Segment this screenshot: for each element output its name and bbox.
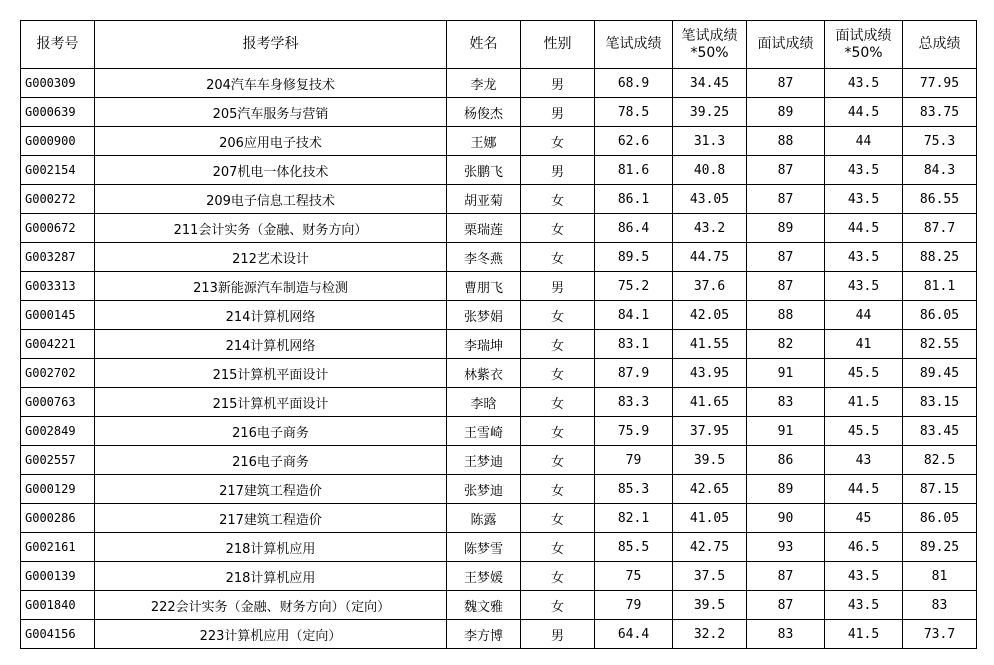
cell-written: 62.6 [595, 127, 673, 156]
cell-interview: 91 [747, 359, 825, 388]
cell-id: G000763 [21, 388, 95, 417]
cell-interview: 87 [747, 69, 825, 98]
cell-interview: 87 [747, 272, 825, 301]
cell-subject: 217建筑工程造价 [95, 504, 447, 533]
cell-id: G003313 [21, 272, 95, 301]
cell-written: 82.1 [595, 504, 673, 533]
cell-name: 魏文雅 [447, 591, 521, 620]
cell-written-50: 43.05 [673, 185, 747, 214]
cell-subject: 218计算机应用 [95, 533, 447, 562]
cell-subject: 205汽车服务与营销 [95, 98, 447, 127]
cell-interview: 87 [747, 156, 825, 185]
cell-subject: 206应用电子技术 [95, 127, 447, 156]
cell-total: 86.55 [903, 185, 977, 214]
cell-written-50: 42.05 [673, 301, 747, 330]
header-total: 总成绩 [903, 21, 977, 69]
cell-total: 77.95 [903, 69, 977, 98]
cell-gender: 女 [521, 301, 595, 330]
cell-name: 李晗 [447, 388, 521, 417]
cell-gender: 女 [521, 504, 595, 533]
cell-written: 75 [595, 562, 673, 591]
table-row [21, 127, 977, 156]
cell-interview: 89 [747, 98, 825, 127]
cell-subject: 215计算机平面设计 [95, 388, 447, 417]
table-row [21, 214, 977, 243]
cell-written-50: 42.65 [673, 475, 747, 504]
cell-total: 75.3 [903, 127, 977, 156]
cell-subject: 213新能源汽车制造与检测 [95, 272, 447, 301]
cell-written-50: 37.5 [673, 562, 747, 591]
cell-subject: 204汽车车身修复技术 [95, 69, 447, 98]
cell-gender: 女 [521, 185, 595, 214]
cell-written-50: 41.05 [673, 504, 747, 533]
header-interview-50-line2: *50% [844, 44, 883, 61]
cell-subject: 217建筑工程造价 [95, 475, 447, 504]
cell-id: G000900 [21, 127, 95, 156]
cell-interview: 87 [747, 562, 825, 591]
cell-subject: 207机电一体化技术 [95, 156, 447, 185]
cell-name: 张梦迪 [447, 475, 521, 504]
cell-interview-50: 44.5 [825, 214, 903, 243]
cell-name: 张梦娟 [447, 301, 521, 330]
table-body [21, 69, 977, 649]
cell-written: 68.9 [595, 69, 673, 98]
cell-id: G002161 [21, 533, 95, 562]
cell-gender: 男 [521, 156, 595, 185]
cell-gender: 女 [521, 214, 595, 243]
table-row [21, 475, 977, 504]
cell-gender: 女 [521, 591, 595, 620]
cell-gender: 男 [521, 98, 595, 127]
cell-gender: 女 [521, 127, 595, 156]
cell-gender: 男 [521, 272, 595, 301]
table-row [21, 301, 977, 330]
cell-subject: 209电子信息工程技术 [95, 185, 447, 214]
cell-name: 陈梦雪 [447, 533, 521, 562]
cell-total: 86.05 [903, 301, 977, 330]
cell-interview: 89 [747, 214, 825, 243]
cell-total: 81 [903, 562, 977, 591]
header-written-50-line1: 笔试成绩 [681, 27, 738, 44]
cell-interview: 93 [747, 533, 825, 562]
cell-name: 王雪崎 [447, 417, 521, 446]
cell-total: 88.25 [903, 243, 977, 272]
cell-written-50: 40.8 [673, 156, 747, 185]
table-row [21, 446, 977, 475]
cell-subject: 214计算机网络 [95, 301, 447, 330]
cell-subject: 222会计实务（金融、财务方向）（定向） [95, 591, 447, 620]
cell-gender: 女 [521, 533, 595, 562]
table-row [21, 243, 977, 272]
header-interview-50-line1: 面试成绩 [835, 27, 892, 44]
cell-gender: 男 [521, 69, 595, 98]
cell-id: G000272 [21, 185, 95, 214]
cell-written-50: 41.65 [673, 388, 747, 417]
cell-total: 73.7 [903, 620, 977, 649]
table-row [21, 417, 977, 446]
cell-gender: 女 [521, 359, 595, 388]
table-row [21, 504, 977, 533]
header-interview-50 [825, 21, 903, 69]
cell-id: G004221 [21, 330, 95, 359]
header-id: 报考号 [21, 21, 95, 69]
cell-name: 陈露 [447, 504, 521, 533]
score-table [20, 20, 977, 649]
cell-written: 87.9 [595, 359, 673, 388]
cell-written-50: 31.3 [673, 127, 747, 156]
cell-interview-50: 41.5 [825, 620, 903, 649]
cell-total: 82.55 [903, 330, 977, 359]
cell-interview: 87 [747, 243, 825, 272]
table-row [21, 591, 977, 620]
cell-written: 64.4 [595, 620, 673, 649]
cell-total: 87.7 [903, 214, 977, 243]
cell-subject: 211会计实务（金融、财务方向） [95, 214, 447, 243]
cell-total: 83.15 [903, 388, 977, 417]
cell-total: 83.75 [903, 98, 977, 127]
cell-name: 杨俊杰 [447, 98, 521, 127]
cell-id: G003287 [21, 243, 95, 272]
cell-interview-50: 44 [825, 301, 903, 330]
cell-name: 王梦迪 [447, 446, 521, 475]
cell-total: 82.5 [903, 446, 977, 475]
cell-name: 李瑞坤 [447, 330, 521, 359]
cell-name: 李龙 [447, 69, 521, 98]
cell-written: 79 [595, 446, 673, 475]
cell-interview: 86 [747, 446, 825, 475]
header-subject: 报考学科 [95, 21, 447, 69]
cell-written: 89.5 [595, 243, 673, 272]
header-written: 笔试成绩 [595, 21, 673, 69]
cell-interview-50: 45 [825, 504, 903, 533]
cell-interview-50: 46.5 [825, 533, 903, 562]
cell-interview-50: 45.5 [825, 359, 903, 388]
cell-id: G002702 [21, 359, 95, 388]
cell-interview-50: 41.5 [825, 388, 903, 417]
table-row [21, 272, 977, 301]
cell-written-50: 42.75 [673, 533, 747, 562]
cell-name: 王娜 [447, 127, 521, 156]
cell-id: G000139 [21, 562, 95, 591]
header-written-50 [673, 21, 747, 69]
cell-id: G000672 [21, 214, 95, 243]
table-row [21, 69, 977, 98]
cell-name: 李方博 [447, 620, 521, 649]
cell-interview: 91 [747, 417, 825, 446]
cell-id: G000129 [21, 475, 95, 504]
cell-subject: 218计算机应用 [95, 562, 447, 591]
table-row [21, 156, 977, 185]
cell-gender: 女 [521, 562, 595, 591]
cell-interview: 83 [747, 388, 825, 417]
cell-interview-50: 43.5 [825, 69, 903, 98]
cell-subject: 216电子商务 [95, 446, 447, 475]
cell-interview: 83 [747, 620, 825, 649]
cell-subject: 216电子商务 [95, 417, 447, 446]
cell-id: G001840 [21, 591, 95, 620]
header-gender: 性别 [521, 21, 595, 69]
cell-interview-50: 43.5 [825, 591, 903, 620]
cell-written: 75.2 [595, 272, 673, 301]
cell-written-50: 43.95 [673, 359, 747, 388]
cell-written-50: 34.45 [673, 69, 747, 98]
cell-interview-50: 44.5 [825, 98, 903, 127]
cell-interview: 82 [747, 330, 825, 359]
cell-written: 84.1 [595, 301, 673, 330]
cell-written: 83.3 [595, 388, 673, 417]
cell-written: 85.3 [595, 475, 673, 504]
cell-gender: 女 [521, 417, 595, 446]
cell-subject: 212艺术设计 [95, 243, 447, 272]
cell-interview: 88 [747, 127, 825, 156]
table-row [21, 533, 977, 562]
cell-gender: 女 [521, 330, 595, 359]
table-row [21, 98, 977, 127]
cell-interview-50: 43 [825, 446, 903, 475]
cell-subject: 214计算机网络 [95, 330, 447, 359]
cell-total: 83 [903, 591, 977, 620]
cell-id: G004156 [21, 620, 95, 649]
cell-name: 栗瑞莲 [447, 214, 521, 243]
cell-total: 83.45 [903, 417, 977, 446]
header-row [21, 21, 977, 69]
cell-interview-50: 43.5 [825, 562, 903, 591]
cell-written-50: 37.95 [673, 417, 747, 446]
cell-name: 林紫衣 [447, 359, 521, 388]
cell-interview-50: 43.5 [825, 185, 903, 214]
cell-gender: 女 [521, 446, 595, 475]
cell-written: 86.4 [595, 214, 673, 243]
cell-name: 张鹏飞 [447, 156, 521, 185]
cell-interview-50: 43.5 [825, 243, 903, 272]
cell-written: 85.5 [595, 533, 673, 562]
cell-id: G000309 [21, 69, 95, 98]
cell-written-50: 44.75 [673, 243, 747, 272]
cell-interview-50: 45.5 [825, 417, 903, 446]
cell-written-50: 37.6 [673, 272, 747, 301]
table-row [21, 620, 977, 649]
cell-written-50: 41.55 [673, 330, 747, 359]
cell-written-50: 39.5 [673, 591, 747, 620]
table-row [21, 359, 977, 388]
cell-written: 78.5 [595, 98, 673, 127]
cell-id: G000145 [21, 301, 95, 330]
cell-interview: 87 [747, 185, 825, 214]
cell-total: 84.3 [903, 156, 977, 185]
cell-written-50: 32.2 [673, 620, 747, 649]
cell-interview: 89 [747, 475, 825, 504]
cell-name: 胡亚菊 [447, 185, 521, 214]
cell-written: 86.1 [595, 185, 673, 214]
table-row [21, 330, 977, 359]
cell-interview-50: 44 [825, 127, 903, 156]
cell-subject: 223计算机应用（定向） [95, 620, 447, 649]
cell-interview: 87 [747, 591, 825, 620]
cell-written: 81.6 [595, 156, 673, 185]
cell-id: G000639 [21, 98, 95, 127]
header-name: 姓名 [447, 21, 521, 69]
cell-gender: 女 [521, 388, 595, 417]
cell-total: 86.05 [903, 504, 977, 533]
table-row [21, 562, 977, 591]
cell-subject: 215计算机平面设计 [95, 359, 447, 388]
cell-id: G002154 [21, 156, 95, 185]
cell-gender: 女 [521, 243, 595, 272]
cell-id: G002849 [21, 417, 95, 446]
cell-gender: 女 [521, 475, 595, 504]
cell-interview-50: 43.5 [825, 272, 903, 301]
cell-id: G000286 [21, 504, 95, 533]
cell-interview-50: 44.5 [825, 475, 903, 504]
cell-name: 王梦媛 [447, 562, 521, 591]
cell-total: 89.25 [903, 533, 977, 562]
cell-total: 81.1 [903, 272, 977, 301]
cell-interview-50: 41 [825, 330, 903, 359]
header-written-50-line2: *50% [690, 44, 729, 61]
cell-written: 79 [595, 591, 673, 620]
cell-written-50: 43.2 [673, 214, 747, 243]
cell-written: 75.9 [595, 417, 673, 446]
cell-id: G002557 [21, 446, 95, 475]
cell-total: 89.45 [903, 359, 977, 388]
cell-name: 曹朋飞 [447, 272, 521, 301]
table-row [21, 388, 977, 417]
cell-total: 87.15 [903, 475, 977, 504]
cell-written: 83.1 [595, 330, 673, 359]
cell-interview: 90 [747, 504, 825, 533]
header-interview: 面试成绩 [747, 21, 825, 69]
cell-interview: 88 [747, 301, 825, 330]
cell-name: 李冬燕 [447, 243, 521, 272]
cell-gender: 男 [521, 620, 595, 649]
cell-written-50: 39.25 [673, 98, 747, 127]
cell-interview-50: 43.5 [825, 156, 903, 185]
cell-written-50: 39.5 [673, 446, 747, 475]
table-row [21, 185, 977, 214]
